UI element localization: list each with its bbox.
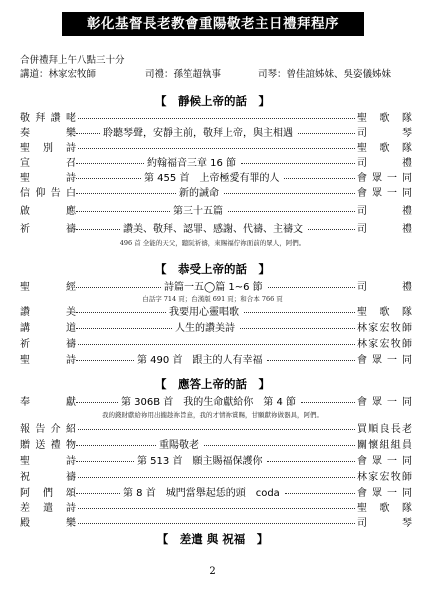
row-responsible: 聖 歌 隊	[357, 143, 412, 154]
order-row	[20, 112, 412, 125]
order-row	[20, 338, 412, 351]
row-label: 聖 別 詩	[20, 143, 76, 154]
row-responsible: 司 琴	[357, 518, 412, 529]
row-label: 祈 禱	[20, 224, 76, 235]
row-responsible: 司 禮	[357, 224, 412, 235]
row-content: 詩篇一五◯篇 1~6 節	[164, 282, 263, 293]
order-row	[20, 322, 412, 335]
page-number: 2	[209, 566, 216, 577]
order-row	[20, 471, 412, 484]
row-responsible: 林家宏牧師	[357, 472, 412, 483]
row-content: 第 306B 首 我的生命獻給你 第 4 節	[121, 397, 297, 408]
row-responsible: 司 禮	[357, 158, 412, 169]
row-responsible: 會 眾 一 同	[357, 397, 412, 408]
row-content: 人生的讚美詩	[175, 323, 235, 334]
order-row	[20, 487, 412, 500]
row-label: 奉 獻	[20, 397, 76, 408]
row-responsible: 會 眾 一 同	[357, 456, 412, 467]
row-responsible: 聖 歌 隊	[357, 307, 412, 318]
prayer-verse-note: 496 首 全能的天父，聽阮祈禱，來賜福佇祢面前的眾人，阿們。	[119, 239, 306, 247]
order-row	[20, 157, 412, 170]
row-label: 啟 應	[20, 206, 76, 217]
row-label: 差遣詩	[20, 503, 76, 514]
order-row	[20, 223, 412, 236]
order-row	[20, 439, 412, 452]
row-responsible: 會 眾 一 同	[357, 173, 412, 184]
row-label: 阿 們 頌	[20, 488, 76, 499]
order-row	[20, 127, 412, 140]
row-label: 講 道	[20, 323, 76, 334]
order-row	[20, 455, 412, 468]
order-row	[20, 205, 412, 218]
row-responsible: 司 禮	[357, 282, 412, 293]
row-label: 讚 美	[20, 307, 76, 318]
row-label: 聖 詩	[20, 355, 76, 366]
row-label: 敬拜讚咾	[20, 113, 76, 124]
order-row	[20, 502, 412, 515]
row-label: 聖 詩	[20, 173, 76, 184]
row-content: 新的誡命	[179, 188, 219, 199]
order-row	[20, 354, 412, 367]
program-title-banner: 彰化基督長老教會重陽敬老主日禮拜程序	[62, 12, 364, 36]
row-content: 第 8 首 城門當舉起恁的頭 coda	[123, 488, 280, 499]
row-content: 第 455 首 上帝極愛有罪的人	[144, 173, 280, 184]
row-responsible: 聖 歌 隊	[357, 503, 412, 514]
row-label: 聖 詩	[20, 456, 76, 467]
row-responsible: 買順良長老	[357, 424, 412, 435]
row-responsible: 關懷組組員	[357, 440, 412, 451]
order-row	[20, 517, 412, 530]
row-responsible: 司 琴	[357, 128, 412, 139]
row-responsible: 會 眾 一 同	[357, 355, 412, 366]
order-row	[20, 396, 412, 409]
row-label: 宣 召	[20, 158, 76, 169]
presider-info: 司禮：孫笙超執事	[145, 69, 222, 80]
row-label: 聖 經	[20, 282, 76, 293]
row-content: 我要用心靈唱歌	[169, 307, 239, 318]
row-label: 奏 樂	[20, 128, 76, 139]
row-content: 讚美、敬拜、認罪、感謝、代禱、主禱文	[123, 224, 303, 235]
offering-verse-note: 我的錢財獻給祢用出攏趁祢旨意，我的才情祢賞賜，甘願獻祢做器具，阿們。	[102, 411, 323, 419]
order-row	[20, 142, 412, 155]
section-heading-wait: 【 靜候上帝的話 】	[155, 94, 270, 108]
row-content: 第 490 首 跟主的人有幸福	[137, 355, 263, 366]
row-responsible: 聖 歌 隊	[357, 113, 412, 124]
preacher-info: 講道：林家宏牧師	[20, 69, 97, 80]
order-row	[20, 281, 412, 294]
row-content: 約翰福音三章 16 節	[147, 158, 237, 169]
row-label: 信仰告白	[20, 188, 76, 199]
order-row	[20, 423, 412, 436]
row-content: 重陽敬老	[159, 440, 199, 451]
row-content: 聆聽琴聲，安靜主前，敬拜上帝，與主相遇	[103, 128, 293, 139]
row-label: 報告介紹	[20, 424, 76, 435]
section-heading-respond: 【 應答上帝的話 】	[155, 377, 270, 391]
row-label: 祈 禱	[20, 339, 76, 350]
row-label: 殿 樂	[20, 518, 76, 529]
row-responsible: 司 禮	[357, 206, 412, 217]
row-responsible: 林家宏牧師	[357, 339, 412, 350]
pianist-info: 司琴：曾佳誼姊妹、吳姿儀姊妹	[258, 69, 392, 80]
scripture-pages-note: 白話字 714 頁；台漢版 691 頁；和合本 766 頁	[142, 295, 283, 303]
row-label: 贈送禮物	[20, 440, 76, 451]
row-responsible: 會 眾 一 同	[357, 488, 412, 499]
row-content: 第三十五篇	[173, 206, 223, 217]
row-responsible: 會 眾 一 同	[357, 188, 412, 199]
section-heading-receive: 【 恭受上帝的話 】	[155, 262, 270, 276]
row-content: 第 513 首 願主賜福保護你	[137, 456, 263, 467]
order-row	[20, 187, 412, 200]
row-label: 祝 禱	[20, 472, 76, 483]
order-row	[20, 172, 412, 185]
row-responsible: 林家宏牧師	[357, 323, 412, 334]
order-row	[20, 306, 412, 319]
service-time: 合併禮拜上午八點三十分	[20, 55, 125, 66]
section-heading-sending: 【 差遣 與 祝福 】	[156, 532, 269, 546]
